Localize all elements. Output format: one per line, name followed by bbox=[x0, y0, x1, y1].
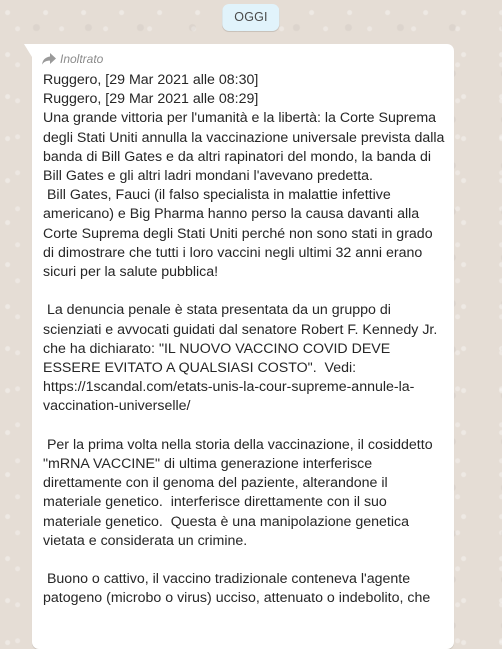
date-divider: OGGI bbox=[222, 4, 279, 31]
message-bubble[interactable] bbox=[32, 44, 454, 649]
message-text: Ruggero, [29 Mar 2021 alle 08:30] Ruggero, [29 Mar 2021 alle 08:29] Una grande vittoria per l'umanità e la libertà: la Corte Suprema degli Stati Uniti annulla la vaccinazione universale prevista dalla banda di Bill Gates e da altri rapinatori del mondo, la banda di Bill Gates e gli altri ladri mondani l'avevano predetta. Bill Gates, Fauci (il falso specialista in malattie infettive americano) e Big Pharma hanno perso la causa davanti alla Corte Suprema degli Stati Uniti perché non sono stati in grado di dimostrare che tutti i loro vaccini negli ultimi 32 anni erano sicuri per la salute pubblica! La denuncia penale è stata presentata da un gruppo di scienziati e avvocati guidati dal senatore Robert F. Kennedy Jr. che ha dichiarato: "IL NUOVO VACCINO COVID DEVE ESSERE EVITATO A QUALSIASI COSTO". Vedi: https://1scandal.com/etats-unis-la-cour-supreme-annule-la-vaccination-universelle/ Per la prima volta nella storia della vaccinazione, il cosiddetto "mRNA VACCINE" di ultima generazione interferisce direttamente con il genoma del paziente, alterandone il materiale genetico. interferisce direttamente con il suo materiale genetico. Questa è una manipolazione genetica vietata e considerata un crimine. Buono o cattivo, il vaccino tradizionale conteneva l'agente patogeno (microbo o virus) ucciso, attenuato o indebolito, che bbox=[43, 72, 445, 607]
bubble-tail bbox=[24, 44, 32, 57]
forwarded-label: Inoltrato bbox=[60, 52, 104, 66]
forward-arrow-icon bbox=[41, 52, 57, 66]
forwarded-indicator bbox=[41, 50, 445, 68]
